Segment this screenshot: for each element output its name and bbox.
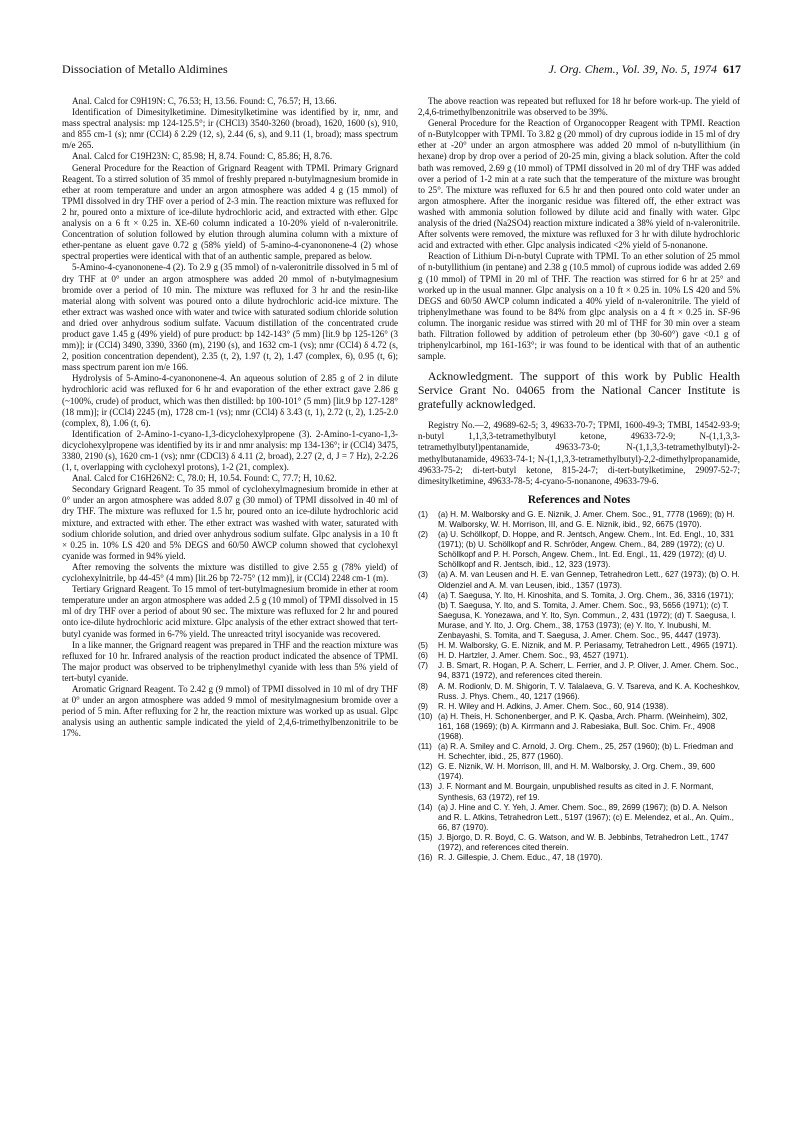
reference-text: (a) H. M. Walborsky and G. E. Niznik, J. Amer. Chem. Soc., 91, 7778 (1969); (b) H. M. Walborsky, W. H. Morrison, III, and G. E. Niznik, ibid., 92, 6675 (1970). <box>438 509 735 529</box>
paragraph: 5-Amino-4-cyanononene-4 (2). To 2.9 g (35 mmol) of n-valeronitrile dissolved in 5 ml of dry THF at 0° under an argon atmosphere was added 20 mmol of n-butylmagnesium bromide over a period of 10 min. The mixture was refluxed for 3 hr and the resin-like material along with solvent was poured onto a dilute hydrochloric acid-ice mixture. The ether extract was washed once with water and twice with saturated sodium chloride solution and dried over anhydrous sodium sulfate. Vacuum distillation of the concentrated crude product gave 1.45 g (49% yield) of pure product: bp 142-143° (5 mm) [lit.9 bp 125-126° (3 mm)]; ir (CCl4) 3490, 3390, 3360 (m), 2190 (s), and 1632 cm-1 (vs); nmr (CCl4) δ 4.72 (s, 2, position concentration dependent), 2.35 (t, 2), 1.97 (t, 2), 1.47 (complex, 6), 0.95 (t, 6); mass spectrum parent ion m/e 166. <box>62 262 398 373</box>
reference-item <box>418 712 740 742</box>
paragraph: Anal. Calcd for C9H19N: C, 76.53; H, 13.56. Found: C, 76.57; H, 13.66. <box>72 96 337 106</box>
paragraph: In a like manner, the Grignard reagent was prepared in THF and the reaction mixture was refluxed for 10 hr. Infrared analysis of the reaction product indicated the absence of TPMI. The major product was observed to be triphenylmethyl cyanide with less than 5% yield of tert-butyl cyanide. <box>62 639 398 683</box>
reference-item <box>418 641 740 651</box>
registry-numbers: Registry No.—2, 49689-62-5; 3, 49633-70-7; TPMI, 1600-49-3; TMBI, 14542-93-9; n-butyl 1,1,3,3-tetramethylbutyl ketone, 49633-72-9; N-(1,1,3,3-tetramethylbutyl)pentanamide, 49633-73-0; N-(1,1,3,3-tetramethylbutyl)-2-methylbutanamide, 49633-74-1; N-(1,1,3,3-tetramethylbutyl)-2,2-dimethylpropanamide, 49633-75-2; di-tert-butyl ketone, 815-24-7; di-tert-butylketimine, 29097-52-7; dimesitylketimine, 49633-78-5; 4-cyano-5-nonanone, 49633-79-6. <box>418 420 740 486</box>
reference-number: (6) <box>418 651 428 661</box>
paragraph: General Procedure for the Reaction of Grignard Reagent with TPMI. Primary Grignard Reagent. To a stirred solution of 35 mmol of freshly prepared n-butylmagnesium bromide in ether at room temperature and under an argon atmosphere was added 4 g (15 mmol) of TPMI dissolved in dry THF over a period of 2-3 min. The reaction mixture was refluxed for 2 hr, poured onto a mixture of ice-dilute hydrochloric acid, and extracted with ether. Glpc analysis on a 6 ft × 0.25 in. XE-60 column indicated a 10-20% yield of n-valeronitrile. Concentration of solution followed by elution through alumina column with a mixture of ether-pentane as eluent gave 0.72 g (58% yield) of 5-amino-4-cyanononene-4 (2) whose spectral properties were identical with that of an authentic sample, prepared as below. <box>62 162 398 262</box>
page-number: 617 <box>723 62 741 76</box>
reference-number: (2) <box>418 530 428 540</box>
reference-item <box>418 530 740 570</box>
reference-text: (a) J. Hine and C. Y. Yeh, J. Amer. Chem. Soc., 89, 2699 (1967); (b) D. A. Nelson and R. L. Atkins, Tetrahedron Lett., 5197 (1967); (c) E. Melendez, et al., An. Quim., 66, 87 (1970). <box>438 802 734 832</box>
reference-number: (5) <box>418 641 428 651</box>
reference-text: H. D. Hartzler, J. Amer. Chem. Soc., 93, 4527 (1971). <box>438 651 629 661</box>
reference-number: (12) <box>418 762 433 772</box>
reference-number: (13) <box>418 782 433 792</box>
reference-item <box>418 510 740 530</box>
reference-item <box>418 661 740 681</box>
reference-text: A. M. Rodionlv, D. M. Shigorin, T. V. Talalaeva, G. V. Tsareva, and K. A. Kocheshkov, Russ. J. Phys. Chem., 40, 1217 (1966). <box>438 681 740 701</box>
journal-citation <box>548 62 741 77</box>
reference-text: (a) U. Schöllkopf, D. Hoppe, and R. Jentsch, Angew. Chem., Int. Ed. Engl., 10, 331 (1971); (b) U. Schöllkopf and R. Schröder, Angew. Chem., 84, 289 (1972); (c) U. Schöllkopf and P. H. Porsch, Angew. Chem., Int. Ed. Engl., 11, 429 (1972); (d) U. Schöllkopf and R. Jentsch, ibid., 12, 323 (1973). <box>438 530 735 570</box>
paragraph: Anal. Calcd for C16H26N2: C, 78.0; H, 10.54. Found: C, 77.7; H, 10.62. <box>72 473 337 484</box>
paragraph: The above reaction was repeated but refluxed for 18 hr before work-up. The yield of 2,4,6-trimethylbenzonitrile was observed to be 39%. <box>418 96 740 118</box>
reference-text: J. F. Normant and M. Bourgain, unpublished results as cited in J. F. Normant, Synthesis, 63 (1972), ref 19. <box>438 782 714 802</box>
paragraph: Identification of Dimesitylketimine. Dimesitylketimine was identified by ir, nmr, and mass spectral analysis: mp 124-125.5°; ir (CHCl3) 3540-3260 (broad), 1620, 1600 (s), 910, and 855 cm-1 (s); nmr (CCl4) δ 2.29 (12, s), 2.44 (6, s), and 9.11 (1, broad); mass spectrum m/e 265. <box>62 107 398 151</box>
references-list <box>418 510 740 863</box>
paragraph: Reaction of Lithium Di-n-butyl Cuprate with TPMI. To an ether solution of 25 mmol of n-butyllithium (in pentane) and 2.38 g (10.5 mmol) of cuprous iodide was added 2.69 g (10 mmol) of TPMI in 20 ml of THF. The reaction was stirred for 6 hr at 25° and worked up in the usual manner. Glpc analysis on a 10 ft × 0.25 in. 10% LS 420 and 5% DEGS and 60/50 AWCP column indicated a 40% yield of n-valeronitrile. The yield of triphenylmethane was found to be 84% from glpc analysis on a 4 ft × 0.25 in. SF-96 column. The inorganic residue was stirred with 20 ml of THF for 30 min over a steam bath. Filtration followed by addition of petroleum ether (bp 30-60°) gave <0.1 g of triphenylcarbinol, mp 161-163°; ir was found to be identical with that of an authentic sample. <box>418 251 740 362</box>
reference-item <box>418 591 740 641</box>
paragraph: Hydrolysis of 5-Amino-4-cyanononene-4. An aqueous solution of 2.85 g of 2 in dilute hydrochloric acid was refluxed for 6 hr and evaporation of the ether extract gave 2.86 g (~100%, crude) of product, which was then distilled: bp 100-101° (5 mm) [lit.9 bp 127-128° (18 mm)]; ir (CCl4) 2245 (m), 1728 cm-1 (vs); nmr (CCl4) δ 3.43 (t, 1), 2.72 (t, 2), 1.25-2.0 (complex, 8), 1.06 (t, 6). <box>62 373 398 428</box>
left-column <box>62 96 398 739</box>
reference-text: (a) R. A. Smiley and C. Arnold, J. Org. Chem., 25, 257 (1960); (b) L. Friedman and H. Schechter, ibid., 25, 877 (1960). <box>438 742 734 762</box>
paragraph: Tertiary Grignard Reagent. To 15 mmol of tert-butylmagnesium bromide in ether at room temperature under an argon atmosphere was added 2.5 g (10 mmol) of TPMI dissolved in 15 ml of dry THF over a period of about 90 sec. The mixture was refluxed for 2 hr and poured onto ice-dilute hydrochloric acid mixture. Glpc analysis of the ether extract showed that tert-butyl cyanide was formed in 6-7% yield. The unreacted trityl isocyanide was recovered. <box>62 584 398 639</box>
running-title: Dissociation of Metallo Aldimines <box>62 62 228 76</box>
reference-number: (4) <box>418 590 428 600</box>
reference-item <box>418 833 740 853</box>
reference-number: (8) <box>418 681 428 691</box>
reference-number: (1) <box>418 509 428 519</box>
reference-item <box>418 702 740 712</box>
right-column <box>418 96 740 863</box>
acknowledgment: Acknowledgment. The support of this work by Public Health Service Grant No. 04065 from the National Cancer Institute is gratefully acknowledged. <box>418 370 740 412</box>
reference-text: R. H. Wiley and H. Adkins, J. Amer. Chem. Soc., 60, 914 (1938). <box>438 701 669 711</box>
running-header <box>62 62 741 80</box>
reference-number: (3) <box>418 570 428 580</box>
reference-number: (7) <box>418 661 428 671</box>
paragraph: After removing the solvents the mixture was distilled to give 2.55 g (78% yield) of cyclohexylnitrile, bp 44-45° (4 mm) [lit.26 bp 72-75° (12 mm)], ir (CCl4) 2248 cm-1 (m). <box>62 561 398 584</box>
reference-number: (10) <box>418 711 433 721</box>
reference-number: (15) <box>418 832 433 842</box>
paragraph: Aromatic Grignard Reagent. To 2.42 g (9 mmol) of TPMI dissolved in 10 ml of dry THF at 0° under an argon atmosphere was added 9 mmol of mesitylmagnesium bromide over a period of 5 min. After refluxing for 2 hr, the reaction mixture was worked up as usual. Glpc analysis using an authentic sample indicated the yield of 2,4,6-trimethylbenzonitrile to be 17%. <box>62 683 398 739</box>
reference-item <box>418 803 740 833</box>
reference-item <box>418 570 740 590</box>
reference-number: (14) <box>418 802 433 812</box>
reference-text: (a) H. Theis, H. Schonenberger, and P. K. Qasba, Arch. Pharm. (Weinheim), 302, 161, 168 (1969); (b) A. Kirrmann and J. Rabesiaka, Bull. Soc. Chim. Fr., 4908 (1968). <box>438 711 728 741</box>
reference-item <box>418 742 740 762</box>
reference-item <box>418 762 740 782</box>
reference-text: R. J. Gillespie, J. Chem. Educ., 47, 18 (1970). <box>438 853 603 863</box>
references-heading: References and Notes <box>527 493 631 506</box>
reference-text: J. B. Smart, R. Hogan, P. A. Scherr, L. Ferrier, and J. P. Oliver, J. Amer. Chem. Soc., 94, 8371 (1972), and references cited therein. <box>438 661 739 681</box>
reference-text: H. M. Walborsky, G. E. Niznik, and M. P. Periasamy, Tetrahedron Lett., 4965 (1971). <box>438 641 738 651</box>
journal-name: J. Org. Chem., Vol. 39, No. 5, 1974 <box>548 62 717 76</box>
reference-item <box>418 853 740 863</box>
paragraph: Identification of 2-Amino-1-cyano-1,3-dicyclohexylpropene (3). 2-Amino-1-cyano-1,3-dicyclohexylpropene was identified by its ir and nmr analysis: mp 134-136°; ir (CCl4) 3475, 3380, 2190 (s), 1620 cm-1 (vs); nmr (CDCl3) δ 4.11 (2, broad), 2.27 (2, d, J = 7 Hz), 2-2.26 (1, t, overlapping with cyclohexyl protons), 1-2 (21, complex). <box>62 428 398 473</box>
paragraph: General Procedure for the Reaction of Organocopper Reagent with TPMI. Reaction of n-Butylcopper with TPMI. To 3.82 g (20 mmol) of dry cuprous iodide in 15 ml of dry ether at -20° under an argon atmosphere was added 20 mmol of n-butyllithium (in hexane) drop by drop over a period of 20-25 min, giving a black solution. After the cold bath was removed, 2.69 g (10 mmol) of TPMI dissolved in 20 ml of dry THF was added over a period of 1-2 min at a rate such that the temperature of the mixture was brought to 25°. The mixture was refluxed for 6.5 hr and then poured onto cold water under an argon atmosphere. After the inorganic residue was filtered off, the ether extract was washed with ammonia solution followed by dilute acid and finally with water. Glpc analysis of the dried (Na2SO4) reaction mixture indicated a 38% yield of n-valeronitrile. After solvents were removed, the mixture was refluxed for 3 hr with dilute hydrochloric acid and extracted with ether. Glpc analysis indicated <2% yield of 5-nonanone. <box>418 118 740 251</box>
paragraph: Anal. Calcd for C19H23N: C, 85.98; H, 8.74. Found: C, 85.86; H, 8.76. <box>72 151 333 162</box>
reference-text: G. E. Niznik, W. H. Morrison, III, and H. M. Walborsky, J. Org. Chem., 39, 600 (1974). <box>438 762 716 782</box>
reference-number: (11) <box>418 742 432 752</box>
reference-number: (16) <box>418 853 433 863</box>
reference-number: (9) <box>418 701 428 711</box>
reference-item <box>418 651 740 661</box>
reference-text: (a) A. M. van Leusen and H. E. van Gennep, Tetrahedron Lett., 627 (1973); (b) O. H. Oldenziel and A. M. van Leusen, ibid., 1357 (1973). <box>438 570 740 590</box>
reference-item <box>418 682 740 702</box>
reference-item <box>418 782 740 802</box>
paragraph: Secondary Grignard Reagent. To 35 mmol of cyclohexylmagnesium bromide in ether at 0° under an argon atmosphere was added 8.07 g (30 mmol) of TPMI dissolved in 40 ml of dry THF. The mixture was refluxed for 1.5 hr, poured onto an ice-dilute hydrochloric acid mixture, and extracted with ether. The ether extract was washed with water, saturated with sodium chloride solution, and dried over anhydrous sodium sulfate. Glpc analysis in a 10 ft × 0.25 in. 10% LS 420 and 5% DEGS and 60/50 AWCP column showed that cyclohexyl cyanide was formed in 94% yield. <box>62 484 398 561</box>
reference-text: (a) T. Saegusa, Y. Ito, H. Kinoshita, and S. Tomita, J. Org. Chem., 36, 3316 (1971); (b) T. Saegusa, Y. Ito, and S. Tomita, J. Amer. Chem. Soc., 93, 5656 (1971); (c) T. Saegusa, K. Yonezawa, and Y. Ito, Syn. Commun., 2, 431 (1972); (d) T. Saegusa, I. Murase, and Y. Ito, J. Org. Chem., 38, 1753 (1973); (e) Y. Ito, Y. Inubushi, M. Zenbayashi, S. Tomita, and T. Saegusa, J. Amer. Chem. Soc., 95, 4447 (1973). <box>438 590 736 641</box>
reference-text: J. Bjorgo, D. R. Boyd, C. G. Watson, and W. B. Jebbinbs, Tetrahedron Lett., 1747 (1972), and references cited therein. <box>438 832 729 852</box>
